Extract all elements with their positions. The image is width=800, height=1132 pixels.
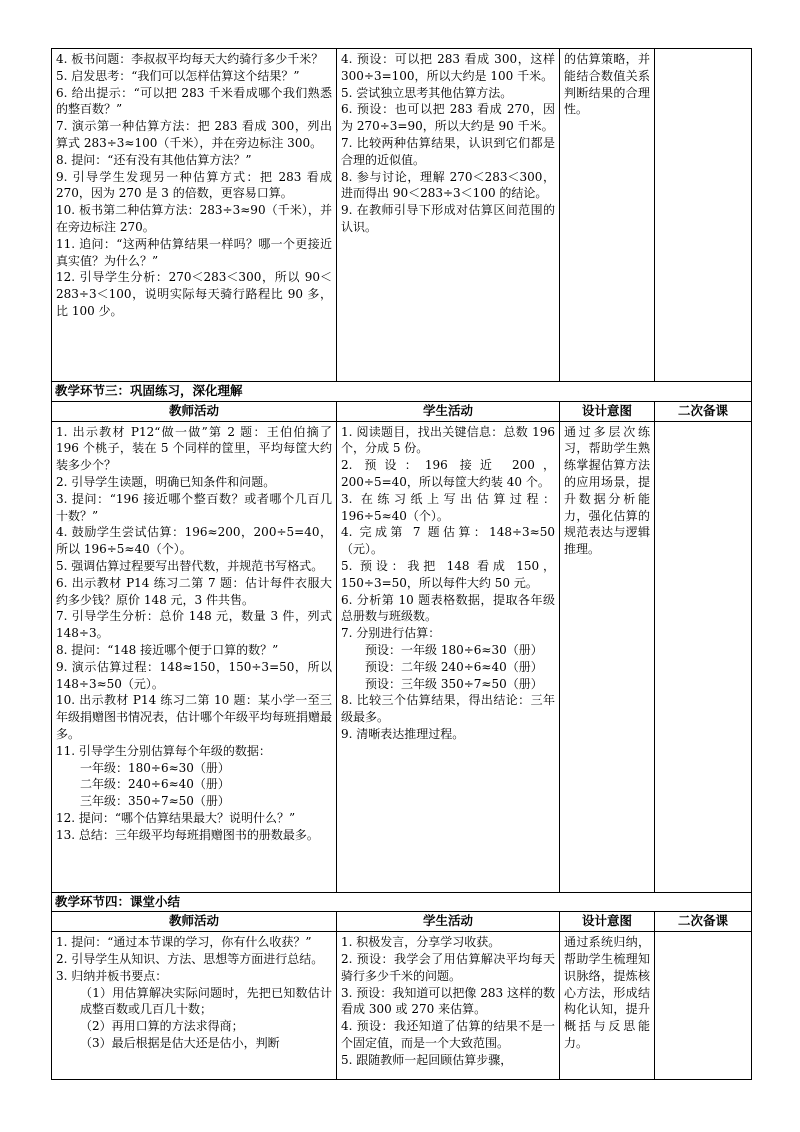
section3-teacher-line: 9. 演示估算过程：148≈150，150÷3=50，所以 148÷3≈50（元）。 bbox=[56, 659, 332, 691]
section4-content-row bbox=[52, 932, 752, 1080]
section4-student-cell bbox=[337, 932, 560, 1080]
block1-teacher-line: 11. 追问：“这两种估算结果一样吗？哪一个更接近真实值？为什么？” bbox=[56, 236, 332, 268]
section3-teacher-line: 4. 鼓励学生尝试估算：196≈200，200÷5=40，所以 196÷5≈40（个）。 bbox=[56, 525, 332, 557]
block1-teacher-line: 6. 给出提示：“可以把 283 千米看成哪个我们熟悉的整百数？” bbox=[56, 85, 332, 117]
section3-teacher-line: 10. 出示教材 P14 练习二第 10 题：某小学一至三年级捐赠图书情况表，估计哪个年级平均每班捐赠最多。 bbox=[56, 693, 333, 741]
section3-title: 教学环节三：巩固练习，深化理解 bbox=[52, 382, 752, 402]
section3-teacher-line: 6. 出示教材 P14 练习二第 7 题：估计每件衣服大约多少钱？原价 148 元，3 件共售。 bbox=[56, 575, 332, 607]
section3-student-line: 预设：一年级 180÷6≈30（册） bbox=[365, 642, 543, 657]
section4-header-row bbox=[52, 912, 752, 932]
section4-teacher-cell bbox=[52, 932, 337, 1080]
section3-teacher-line: 三年级：350÷7≈50（册） bbox=[80, 794, 230, 809]
block1-student-line: 4. 预设：可以把 283 看成 300，这样 300÷3=100，所以大约是 100 千米。 bbox=[341, 52, 555, 83]
block1-teacher-line: 12. 引导学生分析：270＜283＜300，所以 90＜283÷3＜100，说明实际每天骑行路程比 90 多，比 100 少。 bbox=[56, 270, 332, 318]
section3-student-line: 3. 在练习纸上写出估算过程：196÷5≈40（个）。 bbox=[341, 491, 555, 523]
block1-student-line: 5. 尝试独立思考其他估算方法。 bbox=[341, 85, 513, 100]
block1-teacher-line: 7. 演示第一种估算方法：把 283 看成 300，列出算式 283÷3≈100（千米），并在旁边标注 300。 bbox=[56, 119, 332, 150]
section4-student-header: 学生活动 bbox=[337, 912, 560, 932]
block1-teacher-line: 8. 提问：“还有没有其他估算方法？” bbox=[56, 152, 252, 167]
section3-teacher-cell bbox=[52, 421, 337, 892]
section3-student-line: 7. 分别进行估算： bbox=[341, 626, 441, 641]
section3-student-line: 6. 分析第 10 题表格数据，提取各年级总册数与班级数。 bbox=[341, 592, 555, 624]
block1-design-text: 的估算策略，并能结合数值关系判断结果的合理性。 bbox=[564, 52, 650, 117]
section4-student-line: 5. 跟随教师一起回顾估算步骤， bbox=[341, 1052, 513, 1067]
section3-student-line: 4. 完成第 7 题估算：148÷3≈50（元）。 bbox=[341, 525, 555, 557]
section3-teacher-line: 二年级：240÷6≈40（册） bbox=[80, 777, 230, 792]
section3-title-row bbox=[52, 382, 752, 402]
section3-student-line: 8. 比较三个估算结果，得出结论：三年级最多。 bbox=[341, 693, 555, 725]
section3-teacher-line: 13. 总结：三年级平均每班捐赠图书的册数最多。 bbox=[56, 827, 319, 842]
section3-teacher-line: 8. 提问：“148 接近哪个便于口算的数？” bbox=[56, 642, 279, 657]
section4-design-header: 设计意图 bbox=[560, 912, 655, 932]
block1-student-line: 6. 预设：也可以把 283 看成 270，因为 270÷3=90，所以大约是 90 千米。 bbox=[341, 102, 555, 134]
section4-student-line: 3. 预设：我知道可以把像 283 这样的数看成 300 或 270 来估算。 bbox=[341, 985, 555, 1017]
block1-teacher-line: 5. 启发思考：“我们可以怎样估算这个结果？” bbox=[56, 68, 300, 83]
section4-teacher-line: 2. 引导学生从知识、方法、思想等方面进行总结。 bbox=[56, 951, 324, 966]
section3-header-row bbox=[52, 401, 752, 421]
section4-design-text: 通过系统归纳，帮助学生梳理知识脉络，提炼核心方法，形成结构化认知，提升概括与反思能力。 bbox=[564, 935, 650, 1050]
section4-student-line: 4. 预设：我还知道了估算的结果不是一个固定值，而是一个大致范围。 bbox=[341, 1019, 555, 1050]
section4-title-row bbox=[52, 892, 752, 912]
section3-student-line: 预设：三年级 350÷7≈50（册） bbox=[365, 676, 543, 691]
section3-teacher-line: 5. 强调估算过程要写出替代数，并规范书写格式。 bbox=[56, 558, 324, 573]
section3-teacher-line: 11. 引导学生分别估算每个年级的数据： bbox=[56, 743, 271, 758]
section3-teacher-line: 一年级：180÷6≈30（册） bbox=[80, 760, 230, 775]
section4-student-line: 1. 积极发言，分享学习收获。 bbox=[341, 935, 501, 950]
section4-teacher-line: 1. 提问：“通过本节课的学习，你有什么收获？” bbox=[56, 935, 312, 950]
section3-teacher-line: 1. 出示教材 P12“做一做”第 2 题：王伯伯摘了 196 个桃子，装在 5 个同样的筐里，平均每筐大约装多少个？ bbox=[56, 424, 332, 473]
section4-teacher-line: 3. 归纳并板书要点： bbox=[56, 968, 168, 983]
section3-teacher-line: 12. 提问：“哪个估算结果最大？说明什么？” bbox=[56, 810, 296, 825]
section3-student-line: 1. 阅读题目，找出关键信息：总数 196 个，分成 5 份。 bbox=[341, 424, 555, 456]
lesson-plan-table bbox=[51, 48, 752, 1080]
section3-second-cell bbox=[655, 421, 752, 892]
section3-design-cell bbox=[560, 421, 655, 892]
section4-title: 教学环节四：课堂小结 bbox=[52, 892, 752, 912]
block1-teacher-line: 4. 板书问题：李叔叔平均每天大约骑行多少千米？ bbox=[56, 52, 324, 66]
section4-teacher-header: 教师活动 bbox=[52, 912, 337, 932]
section3-student-line: 2. 预设：196 接近 200，200÷5=40，所以每筐大约装 40 个。 bbox=[341, 458, 555, 489]
section4-design-cell bbox=[560, 932, 655, 1080]
section4-teacher-line: （2）再用口算的方法求得商； bbox=[80, 1019, 244, 1034]
block1-teacher-line: 9. 引导学生发现另一种估算方式：把 283 看成 270，因为 270 是 3 的倍数，更容易口算。 bbox=[56, 169, 332, 201]
section3-teacher-line: 7. 引导学生分析：总价 148 元，数量 3 件，列式 148÷3。 bbox=[56, 609, 332, 641]
section3-second-header: 二次备课 bbox=[655, 401, 752, 421]
section3-teacher-header: 教师活动 bbox=[52, 401, 337, 421]
section3-student-line: 预设：二年级 240÷6≈40（册） bbox=[365, 659, 543, 674]
block1-student-line: 8. 参与讨论，理解 270＜283＜300，进而得出 90＜283÷3＜100 的结论。 bbox=[341, 169, 555, 201]
section3-student-header: 学生活动 bbox=[337, 401, 560, 421]
section3-student-cell bbox=[337, 421, 560, 892]
section3-content-row bbox=[52, 421, 752, 892]
section3-design-header: 设计意图 bbox=[560, 401, 655, 421]
section4-student-line: 2. 预设：我学会了用估算解决平均每天骑行多少千米的问题。 bbox=[341, 951, 555, 983]
block1-student-line: 7. 比较两种估算结果，认识到它们都是合理的近似值。 bbox=[341, 135, 555, 167]
section4-second-cell bbox=[655, 932, 752, 1080]
block1-teacher-cell bbox=[52, 49, 337, 382]
block1-design-cell bbox=[560, 49, 655, 382]
section3-student-line: 5. 预设：我把 148 看成 150，150÷3=50，所以每件大约 50 元。 bbox=[341, 558, 555, 590]
block1-student-line: 9. 在教师引导下形成对估算区间范围的认识。 bbox=[341, 203, 555, 234]
block1-row bbox=[52, 49, 752, 382]
section3-design-text: 通过多层次练习，帮助学生熟练掌握估算方法的应用场景，提升数据分析能力，强化估算的规范表达与逻辑推理。 bbox=[564, 424, 650, 557]
block1-second-cell bbox=[655, 49, 752, 382]
section4-teacher-line: （1）用估算解决实际问题时，先把已知数估计成整百数或几百几十数； bbox=[80, 985, 332, 1017]
section3-teacher-line: 2. 引导学生读题，明确已知条件和问题。 bbox=[56, 474, 276, 489]
section4-teacher-line: （3）最后根据是估大还是估小，判断 bbox=[80, 1035, 280, 1050]
block1-teacher-line: 10. 板书第二种估算方法：283÷3≈90（千米），并在旁边标注 270。 bbox=[56, 203, 332, 234]
section4-second-header: 二次备课 bbox=[655, 912, 752, 932]
block1-student-cell bbox=[337, 49, 560, 382]
section3-student-line: 9. 清晰表达推理过程。 bbox=[341, 726, 465, 741]
section3-teacher-line: 3. 提问：“196 接近哪个整百数？或者哪个几百几十数？” bbox=[56, 491, 332, 523]
